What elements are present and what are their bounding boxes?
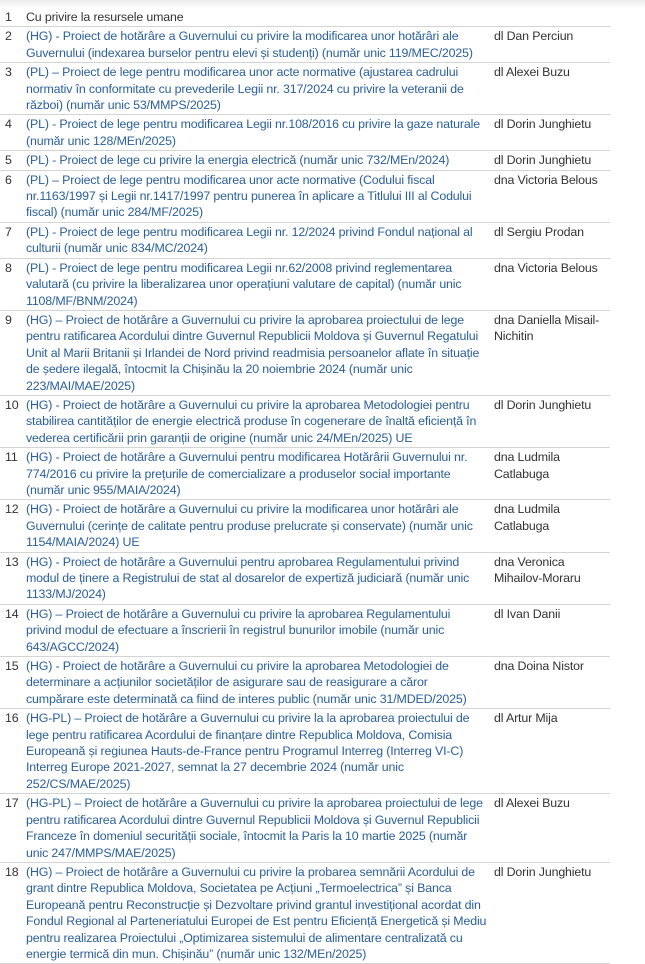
- item-presenter: dl Alexei Buzu: [494, 796, 570, 811]
- agenda-table: [0, 8, 610, 964]
- item-description-link[interactable]: (HG) - Proiect de hotărâre a Guvernului cu privire la modificarea unor hotărâri ale Guvernului (indexarea burselor pentru elevi și studenți) (număr unic 119/MEC/2025): [26, 29, 473, 60]
- item-description-link[interactable]: (HG) - Proiect de hotărâre a Guvernului pentru modificarea Hotărârii Guvernului nr. 774/2016 cu privire la prețurile de comercializare a produselor social importante (număr unic 955/MAIA/2024): [26, 450, 468, 497]
- item-presenter: dl Dorin Junghietu: [494, 153, 592, 168]
- item-presenter: dna Veronica Mihailov-Moraru: [494, 554, 581, 585]
- agenda-row: [0, 448, 610, 500]
- agenda-row: [0, 310, 610, 395]
- agenda-row: [0, 395, 610, 447]
- item-presenter: dna Ludmila Catlabuga: [494, 502, 560, 533]
- item-presenter: dl Ivan Danii: [494, 606, 561, 621]
- item-number: 4: [5, 117, 12, 132]
- item-presenter: dl Alexei Buzu: [494, 65, 570, 80]
- item-number: 3: [5, 65, 12, 80]
- agenda-row: [0, 63, 610, 115]
- agenda-row: [0, 862, 610, 963]
- item-presenter: dl Dorin Junghietu: [494, 117, 592, 132]
- item-description-link[interactable]: (HG-PL) – Proiect de hotărâre a Guvernului cu privire la la aprobarea proiectului de lege pentru ratificarea Acordului de finanțare dintre Republica Moldova, Comisia Europeană și regiunea Hauts-de-France pentru Programul Interreg (Interreg VI-C) Interreg Europe 2021-2027, semnat la 27 decembrie 2024 (număr unic 252/CS/MAE/2025): [26, 711, 470, 791]
- top-shadow: [0, 0, 645, 8]
- item-description-link[interactable]: (HG) - Proiect de hotărâre a Guvernului cu privire la modificarea unor hotărâri ale Guvernului (cerințe de calitate pentru produse prelucrate și conservate) (număr unic 1154/MAIA/2024) UE: [26, 502, 473, 550]
- item-description-link[interactable]: (PL) – Proiect de lege pentru modificarea unor acte normative (ajustarea cadrului normativ în conformitate cu prevederile Legii nr. 317/2024 cu privire la veteranii de război) (număr unic 53/MMPS/2025): [26, 65, 464, 113]
- item-description-link[interactable]: (HG) - Proiect de hotărâre a Guvernului cu privire la aprobarea Metodologiei de determinare a acțiunilor societăților de asigurare sau de reasigurare a căror cumpărare este determinată ca fiind de interes public (număr unic 31/MDED/2025): [26, 659, 467, 706]
- item-number: 7: [5, 224, 12, 239]
- item-number: 11: [5, 450, 18, 465]
- item-presenter: dna Daniella Misail-Nichitin: [494, 312, 600, 344]
- item-number: 18: [5, 864, 19, 879]
- agenda-row: [0, 709, 610, 794]
- item-number: 9: [5, 312, 12, 327]
- item-number: 5: [5, 153, 12, 168]
- item-presenter: dna Ludmila Catlabuga: [494, 450, 560, 481]
- item-description-link[interactable]: (PL) - Proiect de lege pentru modificarea Legii nr. 12/2024 privind Fondul național al culturii (număr unic 834/MC/2024): [26, 224, 473, 256]
- item-description-link[interactable]: (HG) – Proiect de hotărâre a Guvernului cu privire la probarea semnării Acordului de grant dintre Republica Moldova, Societatea pe Acțiuni „Termoelectrica” și Banca Europeană pentru Reconstrucție și Dezvoltare privind grantul investițional acordat din Fondul Regional al Parteneriatului Europei de Est pentru Eficiență Energetică și Mediu pentru realizarea Proiectului „Optimizarea sistemului de alimentare centralizată cu energie termică din mun. Chișinău” (număr unic 132/MEn/2025): [26, 864, 487, 961]
- item-number: 12: [5, 502, 19, 517]
- agenda-row: [0, 657, 610, 709]
- item-presenter: dl Dan Perciun: [494, 29, 574, 44]
- agenda-row: [0, 258, 610, 310]
- item-number: 16: [5, 711, 19, 726]
- agenda-row: [0, 222, 610, 258]
- item-presenter: [494, 8, 610, 27]
- agenda-row: [0, 604, 610, 656]
- item-presenter: dl Dorin Junghietu: [494, 397, 592, 412]
- agenda-row: [0, 794, 610, 863]
- item-number: 14: [5, 606, 19, 621]
- agenda-row: [0, 151, 610, 170]
- agenda-row: [0, 552, 610, 604]
- agenda-row: [0, 170, 610, 222]
- agenda-row: [0, 27, 610, 63]
- item-description-link[interactable]: (HG) – Proiect de hotărâre a Guvernului cu privire la aprobarea Regulamentului privind modul de efectuare a înscrierii în registrul bunurilor imobile (număr unic 643/AGCC/2024): [26, 606, 451, 654]
- item-description-link[interactable]: (PL) – Proiect de lege pentru modificarea unor acte normative (Codului fiscal nr.1163/1997 și Legii nr.1417/1997 pentru punerea în aplicare a Titlului III al Codului fiscal) (număr unic 284/MF/2025): [26, 172, 472, 220]
- agenda-row: [0, 8, 610, 27]
- item-description-link[interactable]: (PL) - Proiect de lege pentru modificarea Legii nr.108/2016 cu privire la gaze naturale (număr unic 128/MEn/2025): [26, 117, 480, 148]
- item-presenter: dl Artur Mija: [494, 711, 558, 726]
- item-description-link[interactable]: (HG-PL) – Proiect de hotărâre a Guvernului cu privire la aprobarea proiectului de lege pentru ratificarea Acordului dintre Guvernul Republicii Moldova și Guvernul Republicii Franceze în domeniul securității sociale, întocmit la Paris la 10 martie 2025 (număr unic 247/MMPS/MAE/2025): [26, 796, 483, 860]
- item-description-link[interactable]: (HG) - Proiect de hotărâre a Guvernului pentru aprobarea Regulamentului privind modul de ținere a Registrului de stat al dosarelor de expertiză judiciară (număr unic 1133/MJ/2024): [26, 554, 470, 602]
- item-number: 17: [5, 796, 19, 811]
- item-number: 1: [5, 10, 12, 24]
- agenda-row: [0, 115, 610, 151]
- item-number: 15: [5, 659, 19, 674]
- item-presenter: dl Dorin Junghietu: [494, 864, 592, 879]
- item-number: 6: [5, 172, 12, 187]
- item-number: 8: [5, 260, 12, 275]
- item-description-link[interactable]: (HG) - Proiect de hotărâre a Guvernului cu privire la aprobarea Metodologiei pentru stabilirea cantităților de energie electrică produse în cogenerare de înaltă eficiență în vederea certificării prin garanții de origine (număr unic 24/MEn/2025) UE: [26, 397, 477, 445]
- agenda-row: [0, 500, 610, 552]
- agenda-table-body: [0, 8, 610, 964]
- item-number: 2: [5, 29, 12, 44]
- item-description-link[interactable]: (PL) - Proiect de lege pentru modificarea Legii nr.62/2008 privind reglementarea valutară (cu privire la liberalizarea unor operațiuni valutare de capital) (număr unic 1108/MF/BNM/2024): [26, 260, 462, 308]
- item-presenter: dna Doina Nistor: [494, 659, 584, 674]
- item-number: 13: [5, 554, 19, 569]
- item-presenter: dl Sergiu Prodan: [494, 224, 584, 239]
- section-heading: Cu privire la resursele umane: [26, 10, 184, 24]
- item-presenter: dna Victoria Belous: [494, 260, 598, 275]
- item-description-link[interactable]: (PL) - Proiect de lege cu privire la energia electrică (număr unic 732/MEn/2024): [26, 153, 450, 168]
- item-number: 10: [5, 397, 19, 412]
- item-presenter: dna Victoria Belous: [494, 172, 598, 187]
- item-description-link[interactable]: (HG) – Proiect de hotărâre a Guvernului cu privire la aprobarea proiectului de lege pentru ratificarea Acordului dintre Guvernul Republicii Moldova și Guvernul Regatului Unit al Marii Britanii și Irlandei de Nord privind readmisia persoanelor aflate în situație de ședere ilegală, întocmit la Chișinău la 20 noiembrie 2024 (număr unic 223/MAI/MAE/2025): [26, 312, 480, 393]
